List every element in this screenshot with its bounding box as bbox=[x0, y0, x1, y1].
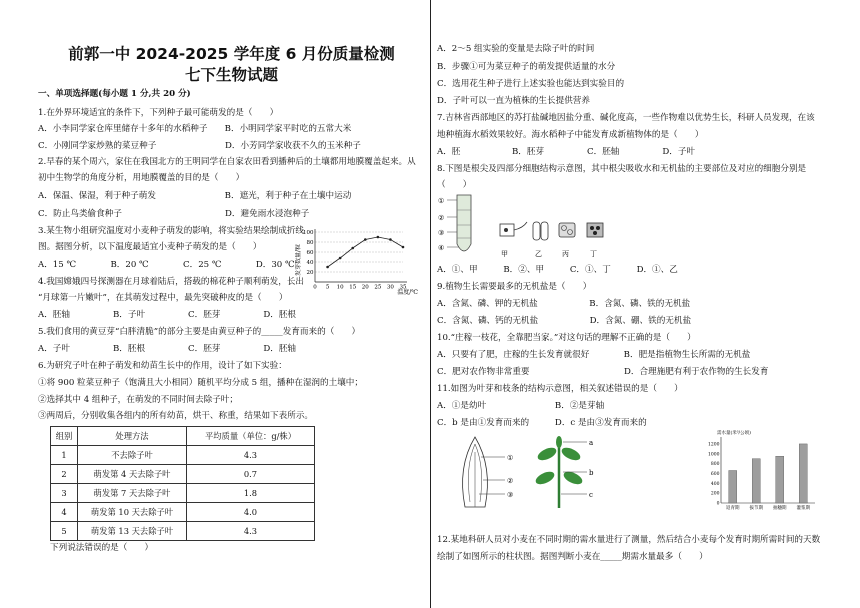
q4-options: A．胚轴 B．子叶 C．胚芽 D．胚根 bbox=[38, 310, 297, 320]
q10-options-ab: A．只要有了肥，庄稼的生长发育就很好 B．肥是指植物生长所需的无机盐 bbox=[437, 350, 751, 360]
root-tip-illustration bbox=[447, 195, 471, 251]
q5-options: A．子叶 B．胚根 C．胚芽 D．胚轴 bbox=[38, 344, 297, 354]
chart-y-tick-label: 200 bbox=[710, 491, 720, 497]
q6-results-table bbox=[50, 426, 315, 541]
q7-stem-2: 地种植海水稻效果较好。海水稻种子中能发育成新植物体的是（ ） bbox=[437, 130, 704, 140]
q8-stem-1: 8.下图是根尖及四部分细胞结构示意图，其中根尖吸收水和无机盐的主要部位及对应的细胞分别是 bbox=[437, 164, 807, 174]
q4-stem-1: 4.我国嫦娥四号探测器在月球着陆后，搭载的棉花种子顺利萌发，长出 bbox=[38, 277, 305, 287]
table-cell: 4.0 bbox=[187, 503, 315, 522]
chart-y-tick-label: 20 bbox=[306, 270, 314, 276]
chart-bar bbox=[776, 456, 784, 503]
q9-stem: 9.植物生长需要最多的无机盐是（ ） bbox=[437, 282, 592, 292]
q8-stem-2: （ ） bbox=[437, 180, 472, 190]
q6-option-c: C．选用花生种子进行上述实验也能达到实验目的 bbox=[437, 79, 625, 89]
q12-stem-2: 绘制了如图所示的柱状图。据图判断小麦在_____期需水量最多（ ） bbox=[437, 552, 708, 562]
root-tip-figure bbox=[437, 192, 617, 262]
chart-data-point bbox=[402, 246, 405, 249]
q1-stem: 1.在外界环境适宜的条件下，下列种子最可能萌发的是（ ） bbox=[38, 108, 279, 118]
cell-ding-illustration bbox=[587, 223, 603, 237]
q11-stem: 11.如图为叶芽和枝条的结构示意图，相关叙述错误的是（ ） bbox=[437, 384, 683, 394]
chart-x-label: 温度/℃ bbox=[397, 289, 418, 296]
bud-label-3: ③ bbox=[507, 491, 514, 499]
chart-category-label: 返青期 bbox=[726, 506, 740, 511]
chart-y-tick-label: 400 bbox=[710, 481, 720, 487]
q4-stem-2: “月球第一片嫩叶”，在其萌发过程中，最先突破种皮的是（ ） bbox=[38, 293, 288, 303]
root-label-1: ① bbox=[438, 197, 445, 205]
q9-options-cd: C．含氮、磷、钙的无机盐 D．含氮、硼、铁的无机盐 bbox=[437, 316, 692, 326]
branch-label-c: c bbox=[589, 491, 593, 499]
q1-options-cd: C．小刚同学家炒熟的菜豆种子 D．小芳同学家收获不久的玉米种子 bbox=[38, 141, 361, 151]
chart-data-point bbox=[339, 257, 342, 260]
chart-data-point bbox=[326, 266, 329, 269]
q6-step-3: ③两周后，分别收集各组内的所有幼苗，烘干、称重，结果如下表所示。 bbox=[38, 411, 314, 421]
chart-category-label: 拔节期 bbox=[749, 506, 763, 511]
table-header-cell: 处理方法 bbox=[78, 427, 187, 446]
table-header-cell: 平均质量（单位：g/株） bbox=[187, 427, 315, 446]
chart-y-tick-label: 1000 bbox=[708, 452, 720, 458]
q6-step-2: ②选择其中 4 组种子，在萌发的不同时间去除子叶； bbox=[38, 395, 238, 405]
chart-y-tick-label: 80 bbox=[306, 240, 314, 246]
chart-y-label: 需水量(米³/公顷) bbox=[717, 431, 751, 436]
table-cell: 4.3 bbox=[187, 522, 315, 541]
water-demand-bar-chart bbox=[699, 427, 819, 515]
chart-y-tick-label: 600 bbox=[710, 471, 720, 477]
exam-title: 前郭一中 2024-2025 学年度 6 月份质量检测 bbox=[68, 45, 395, 63]
chart-x-tick-label: 0 bbox=[313, 284, 317, 291]
q6-option-b: B．步骤①可为菜豆种子的萌发提供适量的水分 bbox=[437, 62, 616, 72]
branch-illustration bbox=[534, 436, 587, 508]
table-cell: 不去除子叶 bbox=[78, 446, 187, 465]
table-cell: 萌发第 10 天去除子叶 bbox=[78, 503, 187, 522]
q3-stem-2: 图。据图分析，以下温度最适宜小麦种子萌发的是（ ） bbox=[38, 242, 262, 252]
table-header-cell: 组别 bbox=[51, 427, 78, 446]
q10-stem: 10.“庄稼一枝花，全靠肥当家。”对这句话的理解不正确的是（ ） bbox=[437, 333, 696, 343]
exam-subtitle: 七下生物试题 bbox=[184, 66, 278, 84]
q3-stem-1: 3.某生物小组研究温度对小麦种子萌发的影响，将实验结果绘制成折线 bbox=[38, 226, 305, 236]
section-heading: 一、单项选择题(每小题 1 分,共 20 分) bbox=[38, 89, 191, 99]
chart-x-tick-label: 10 bbox=[336, 284, 344, 291]
chart-y-tick-label: 1200 bbox=[708, 442, 720, 448]
chart-y-tick-label: 40 bbox=[306, 260, 314, 266]
leaf-bud-illustration bbox=[463, 437, 505, 507]
branch-label-b: b bbox=[589, 469, 594, 477]
cell-label-jia: 甲 bbox=[501, 250, 508, 258]
chart-data-point bbox=[389, 238, 392, 241]
cell-label-bing: 丙 bbox=[562, 250, 569, 258]
q2-stem-1: 2.早春的某个周六，家住在我国北方的王明同学在自家农田看到播种后的土壤都用地膜覆盖起来。从 bbox=[38, 157, 416, 167]
root-label-4: ④ bbox=[438, 244, 445, 252]
table-row bbox=[51, 446, 315, 465]
cell-bing-illustration bbox=[559, 223, 575, 237]
table-cell: 1 bbox=[51, 446, 78, 465]
q6-question: 下列说法错误的是（ ） bbox=[50, 543, 154, 553]
q12-stem-1: 12.某地科研人员对小麦在不同时期的需水量进行了测量，然后结合小麦每个发育时期所需时间的天数 bbox=[437, 535, 821, 545]
table-cell: 2 bbox=[51, 465, 78, 484]
table-row bbox=[51, 484, 315, 503]
table-cell: 5 bbox=[51, 522, 78, 541]
cell-jia-illustration bbox=[500, 222, 527, 236]
q2-options-cd: C．防止鸟类偷食种子 D．避免雨水浸泡种子 bbox=[38, 209, 310, 219]
q6-step-1: ①将 900 粒菜豆种子（饱满且大小相同）随机平均分成 5 组，播种在湿润的土壤中； bbox=[38, 378, 363, 388]
root-label-2: ② bbox=[438, 214, 445, 222]
bud-label-1: ① bbox=[507, 454, 514, 462]
branch-label-a: a bbox=[589, 439, 594, 447]
bud-label-2: ② bbox=[507, 477, 514, 485]
chart-x-tick-label: 35 bbox=[399, 284, 407, 291]
table-cell: 1.8 bbox=[187, 484, 315, 503]
q10-options-cd: C．肥对农作物非常重要 D．合理施肥有利于农作物的生长发育 bbox=[437, 367, 769, 377]
table-row bbox=[51, 503, 315, 522]
table-cell: 4 bbox=[51, 503, 78, 522]
q6-stem: 6.为研究子叶在种子萌发和幼苗生长中的作用，设计了如下实验： bbox=[38, 361, 287, 371]
table-cell: 萌发第 7 天去除子叶 bbox=[78, 484, 187, 503]
cell-label-ding: 丁 bbox=[590, 250, 597, 258]
q11-options-cd: C．b 是由①发育而来的 D．c 是由③发育而来的 bbox=[437, 418, 647, 428]
q9-options-ab: A．含氮、磷、钾的无机盐 B．含氮、磷、铁的无机盐 bbox=[437, 299, 691, 309]
chart-x-tick-label: 5 bbox=[325, 284, 330, 291]
table-cell: 0.7 bbox=[187, 465, 315, 484]
chart-y-tick-label: 100 bbox=[303, 230, 314, 236]
table-cell: 萌发第 13 天去除子叶 bbox=[78, 522, 187, 541]
cell-label-yi: 乙 bbox=[535, 250, 542, 258]
q11-options-ab: A．①是幼叶 B．②是芽轴 bbox=[437, 401, 605, 411]
root-label-3: ③ bbox=[438, 229, 445, 237]
chart-data-point bbox=[351, 247, 354, 250]
table-cell: 4.3 bbox=[187, 446, 315, 465]
q8-options: A．①、甲 B．②、甲 C．①、丁 D．①、乙 bbox=[437, 265, 678, 275]
q2-stem-2: 初中生物学的角度分析，用地膜覆盖的目的是（ ） bbox=[38, 173, 245, 183]
q5-stem: 5.我们食用的黄豆芽“白胖清脆”的部分主要是由黄豆种子的_____发育而来的（ ） bbox=[38, 327, 361, 337]
q7-options: A．胚 B．胚芽 C．胚轴 D．子叶 bbox=[437, 147, 696, 157]
table-cell: 3 bbox=[51, 484, 78, 503]
chart-category-label: 灌浆期 bbox=[796, 506, 810, 511]
left-column bbox=[38, 0, 425, 608]
chart-y-label: 发芽数量/粒 bbox=[295, 243, 302, 277]
q7-stem-1: 7.吉林省西部地区的苏打盐碱地因盐分重、碱化度高，一些作物难以优势生长，科研人员发现，在该 bbox=[437, 113, 815, 123]
table-row bbox=[51, 522, 315, 541]
chart-y-tick-label: 800 bbox=[710, 462, 720, 468]
right-column bbox=[437, 0, 829, 608]
leaf-bud-branch-figure bbox=[447, 432, 612, 512]
chart-x-tick-label: 30 bbox=[386, 284, 394, 291]
chart-y-tick-label: 60 bbox=[306, 250, 314, 256]
chart-category-label: 抽穗期 bbox=[773, 506, 787, 511]
chart-bar bbox=[752, 459, 760, 503]
chart-x-tick-label: 15 bbox=[349, 284, 357, 291]
cell-yi-illustration bbox=[533, 222, 548, 240]
chart-data-point bbox=[377, 236, 380, 239]
q2-options-ab: A．保温、保湿，利于种子萌发 B．遮光，利于种子在土壤中运动 bbox=[38, 191, 352, 201]
q6-option-d: D．子叶可以一直为植株的生长提供营养 bbox=[437, 96, 590, 106]
germination-line-chart bbox=[295, 226, 420, 296]
table-header-row bbox=[51, 427, 315, 446]
chart-x-tick-label: 25 bbox=[374, 284, 382, 291]
chart-bar bbox=[799, 444, 807, 503]
chart-data-point bbox=[364, 238, 367, 241]
chart-bar bbox=[729, 471, 737, 503]
chart-y-tick-label: 0 bbox=[716, 501, 720, 507]
table-row bbox=[51, 465, 315, 484]
q1-options-ab: A．小李同学家仓库里储存十多年的水稻种子 B．小明同学家平时吃的五常大米 bbox=[38, 124, 352, 134]
column-divider bbox=[430, 0, 431, 608]
table-cell: 萌发第 4 天去除子叶 bbox=[78, 465, 187, 484]
q3-options: A．15 ℃ B．20 ℃ C．25 ℃ D．30 ℃ bbox=[38, 260, 295, 270]
q6-option-a: A．2～5 组实验的变量是去除子叶的时间 bbox=[437, 44, 595, 54]
chart-x-tick-label: 20 bbox=[361, 284, 369, 291]
